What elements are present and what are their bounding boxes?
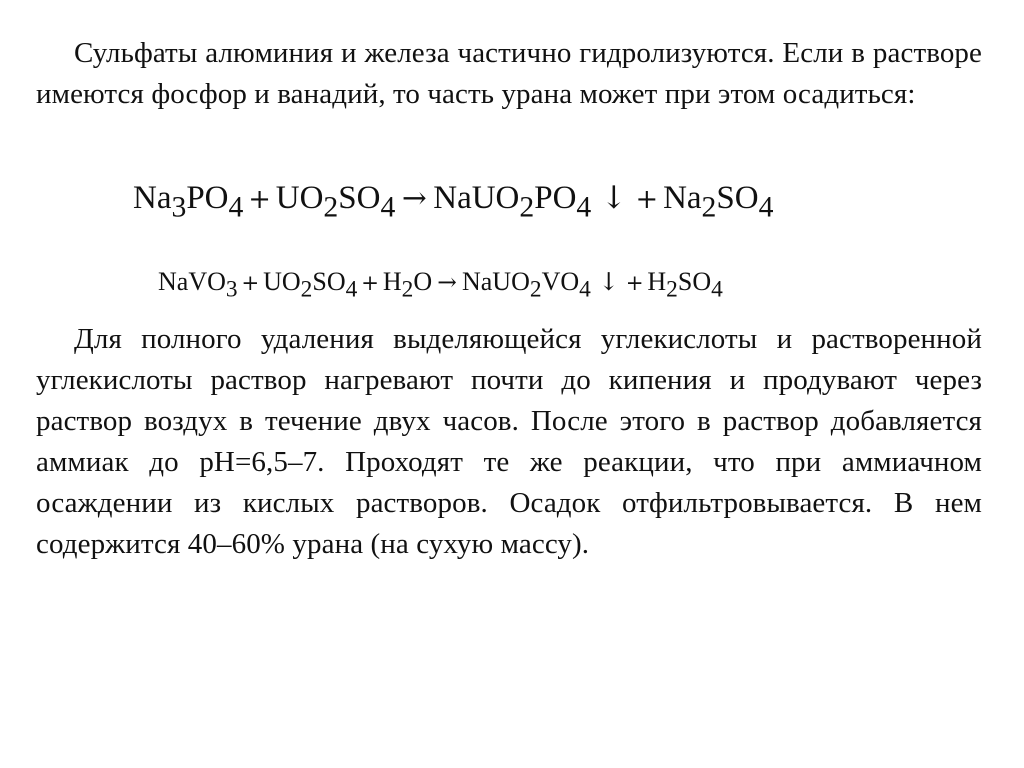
document-page bbox=[36, 33, 982, 115]
precipitate-arrow-icon: ↓ bbox=[600, 180, 627, 216]
eq2-term: NaUO bbox=[461, 267, 530, 296]
paragraph-intro: Сульфаты алюминия и железа частично гидролизуются. Если в растворе имеются фосфор и ванадий, то часть урана может при этом осадиться: bbox=[36, 37, 982, 110]
eq2-subscript: 2 bbox=[300, 276, 313, 303]
eq1-subscript: 2 bbox=[701, 191, 717, 224]
eq2-term: UO bbox=[263, 267, 301, 296]
eq2-subscript: 3 bbox=[225, 276, 238, 303]
eq2-subscript: 2 bbox=[666, 276, 678, 303]
eq1-term: Na bbox=[133, 180, 172, 216]
eq1-term: Na bbox=[663, 180, 702, 216]
eq1-subscript: 2 bbox=[323, 191, 339, 224]
reaction-equation-phosphate bbox=[133, 178, 774, 224]
eq1-term: SO bbox=[716, 180, 759, 216]
eq1-subscript: 2 bbox=[519, 191, 535, 224]
precipitate-arrow-icon: ↓ bbox=[598, 267, 619, 296]
document-page-lower bbox=[36, 319, 982, 565]
eq2-term: NaVO bbox=[158, 267, 226, 296]
eq1-subscript: 4 bbox=[758, 191, 774, 224]
eq2-subscript: 2 bbox=[401, 276, 414, 303]
eq2-term: SO bbox=[677, 267, 712, 296]
eq2-term: VO bbox=[541, 267, 580, 296]
eq2-term: O bbox=[413, 267, 433, 296]
paragraph-procedure: Для полного удаления выделяющейся углекислоты и растворенной углекислоты раствор нагревают почти до кипения и продувают через раствор воздух в течение двух часов. После этого в раствор добавляется аммиак до pH=6,5–7. Проходят те же реакции, что при аммиачном осаждении из кислых растворов. Осадок отфильтровывается. В нем содержится 40–60% урана (на сухую массу). bbox=[36, 323, 982, 560]
eq1-subscript: 3 bbox=[171, 191, 187, 224]
plus-sign: + bbox=[248, 184, 271, 215]
plus-sign: + bbox=[241, 271, 260, 296]
plus-sign: + bbox=[635, 184, 659, 215]
eq1-term: PO bbox=[186, 180, 229, 216]
eq1-term: NaUO bbox=[433, 180, 520, 216]
eq1-term: PO bbox=[534, 180, 577, 216]
eq2-term: SO bbox=[312, 267, 346, 296]
eq2-term: H bbox=[382, 267, 402, 296]
eq2-subscript: 4 bbox=[579, 276, 591, 303]
reaction-arrow-icon: → bbox=[401, 181, 427, 216]
eq2-subscript: 4 bbox=[345, 276, 358, 303]
plus-sign: + bbox=[625, 271, 644, 296]
eq1-subscript: 4 bbox=[380, 191, 396, 224]
reaction-arrow-icon: → bbox=[437, 268, 457, 296]
plus-sign: + bbox=[361, 271, 379, 296]
eq1-term: UO bbox=[275, 180, 324, 216]
eq1-subscript: 4 bbox=[576, 191, 592, 224]
eq2-subscript: 4 bbox=[711, 276, 723, 303]
eq1-term: SO bbox=[338, 180, 381, 216]
eq1-subscript: 4 bbox=[228, 191, 244, 224]
eq2-subscript: 2 bbox=[529, 276, 542, 303]
eq2-term: H bbox=[647, 267, 667, 296]
reaction-equation-vanadate bbox=[158, 265, 723, 301]
